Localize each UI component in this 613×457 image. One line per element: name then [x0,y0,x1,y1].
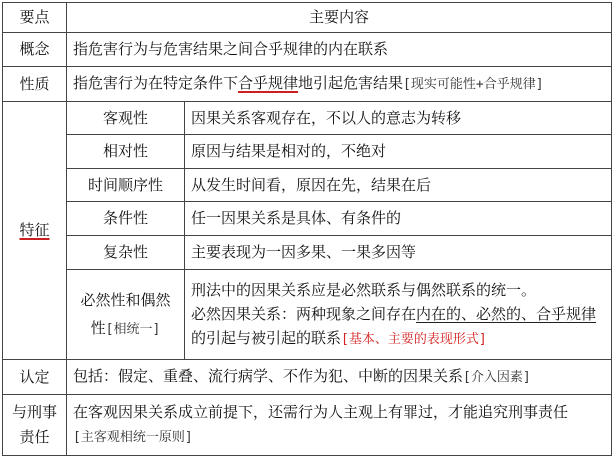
nature-label: 性质 [3,67,67,102]
concept-label: 概念 [3,33,67,67]
necessity-name-cell [67,270,185,360]
features-label-cell [3,102,67,360]
header-main-content: 主要内容 [67,3,612,33]
concept-text: 指危害行为与危害结果之间合乎规律的内在联系 [67,33,612,67]
feature-name: 客观性 [67,102,185,135]
feature-name: 相对性 [67,135,185,169]
necessity-line2 [191,302,605,326]
nature-note: [现实可能性+合乎规律] [403,77,544,92]
liability-label-cell [3,395,67,456]
feature-row [3,102,612,135]
feature-row-necessity [3,270,612,360]
necessity-name-note: [相统一] [105,321,161,337]
liability-text: 在客观因果关系成立前提下，还需行为人主观上有罪过，才能追究刑事责任 [73,403,569,421]
liability-label-line1: 与刑事 [11,403,57,421]
identify-text: 包括：假定、重叠、流行病学、不作为犯、中断的因果关系 [73,367,464,385]
feature-name: 时间顺序性 [67,169,185,202]
header-key-point: 要点 [3,3,67,33]
necessity-line2-pre: 必然因果关系：两种现象之间存在 [191,304,417,323]
feature-name: 复杂性 [67,236,185,270]
necessity-line3-note: [基本、主要的表现形式] [341,331,487,347]
necessity-line3-pre: 的引起与被引起的联系 [191,328,342,347]
feature-row [3,236,612,270]
nature-text-pre: 指危害行为在特定条件下 [73,74,239,92]
feature-name: 条件性 [67,202,185,236]
identify-label: 认定 [3,360,67,395]
necessity-line1: 刑法中的因果关系应是必然联系与偶然联系的统一。 [191,280,537,299]
necessity-name-line1: 必然性和偶然 [80,290,171,309]
feature-desc: 主要表现为一因多果、一果多因等 [185,236,612,270]
liability-row [3,395,612,456]
necessity-line3 [191,326,605,352]
necessity-desc-cell [185,270,612,360]
feature-row [3,202,612,236]
feature-row [3,169,612,202]
nature-text-post: 地引起危害结果 [298,74,404,92]
necessity-name-tail: 性 [90,318,106,337]
necessity-line2-underlined: 内在的、必然的、合乎规律 [416,304,597,323]
liability-note: [主客观相统一原则] [73,430,193,445]
nature-content [67,67,612,102]
liability-label-line2: 责任 [19,428,50,446]
features-label: 特征 [19,221,50,239]
nature-underlined-term: 合乎规律 [238,74,299,92]
identify-row [3,360,612,395]
feature-desc: 从发生时间看，原因在先，结果在后 [185,169,612,202]
feature-row [3,135,612,169]
causation-table [2,2,612,456]
identify-content [67,360,612,395]
feature-desc: 原因与结果是相对的，不绝对 [185,135,612,169]
feature-desc: 任一因果关系是具体、有条件的 [185,202,612,236]
header-row [3,3,612,33]
nature-row [3,67,612,102]
identify-note: [介入因素] [463,370,531,385]
necessity-name-line2 [73,314,178,344]
feature-desc: 因果关系客观存在，不以人的意志为转移 [185,102,612,135]
liability-content [67,395,612,456]
concept-row [3,33,612,67]
